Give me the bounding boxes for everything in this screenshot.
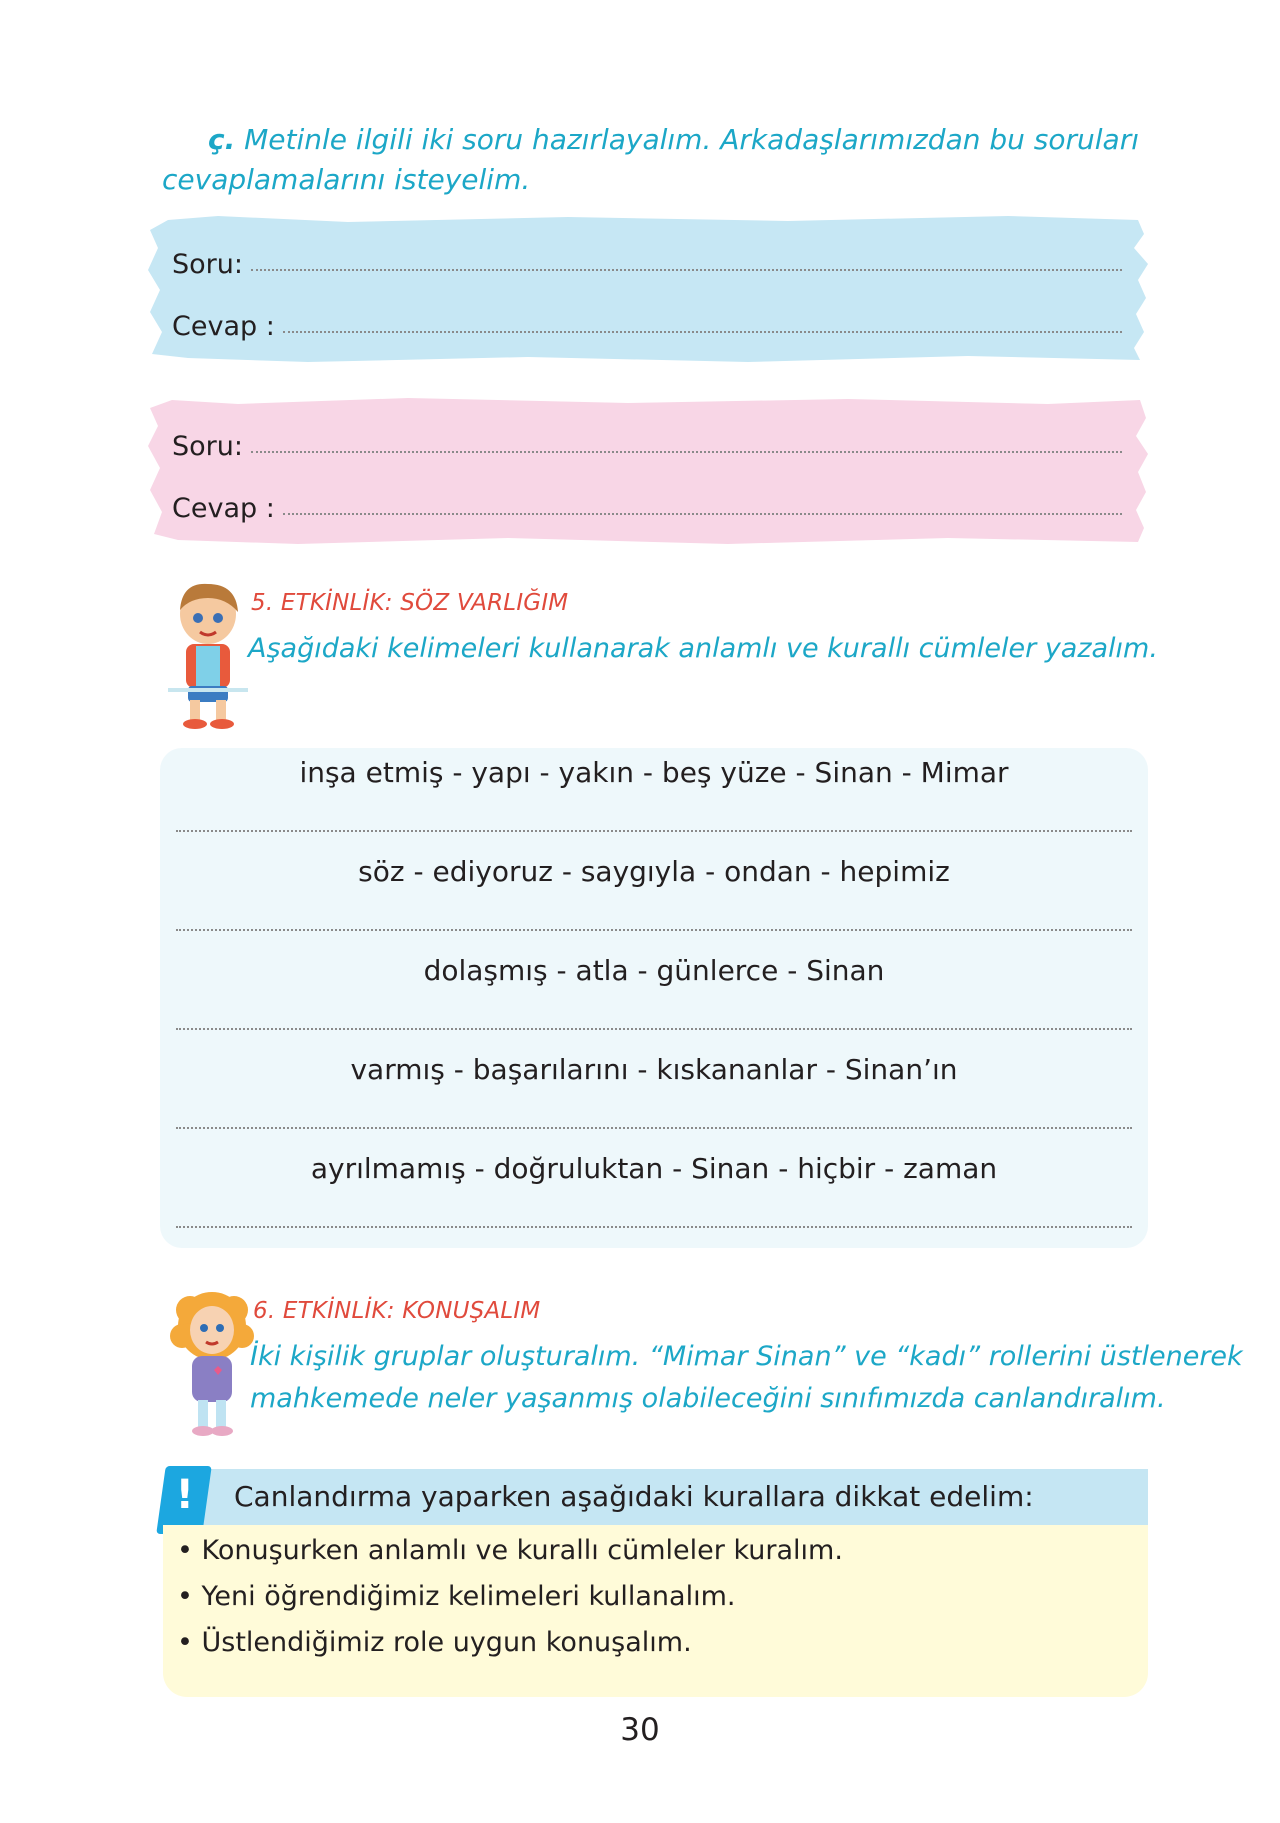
rules-list — [163, 1525, 1148, 1697]
intro-instruction — [162, 120, 1152, 200]
answer-band-pink — [148, 396, 1152, 546]
question-answer-line[interactable] — [251, 451, 1122, 453]
activity5-title: 5. ETKİNLİK: SÖZ VARLIĞIM — [251, 590, 569, 616]
answer-label: Cevap : — [172, 493, 275, 524]
rule-item: • Üstlendiğimiz role uygun konuşalım. — [177, 1627, 692, 1658]
question-row — [172, 240, 1122, 280]
sentence-line[interactable] — [176, 1127, 1132, 1129]
answer-row — [172, 302, 1122, 342]
girl-character-illustration — [170, 1290, 254, 1440]
exclamation-glyph: ! — [175, 1472, 194, 1518]
intro-text: Metinle ilgili iki soru hazırlayalım. Arkadaşlarımızdan bu soruları cevaplamalarını isteyelim. — [162, 123, 1139, 196]
sentence-line[interactable] — [176, 830, 1132, 832]
word-box — [160, 748, 1148, 1248]
question-row — [172, 422, 1122, 462]
answer-row — [172, 484, 1122, 524]
sentence-line[interactable] — [176, 929, 1132, 931]
activity6-title: 6. ETKİNLİK: KONUŞALIM — [253, 1298, 541, 1324]
rule-item: • Konuşurken anlamlı ve kurallı cümleler kuralım. — [177, 1535, 843, 1566]
question-answer-line[interactable] — [251, 269, 1122, 271]
word-list: ayrılmamış - doğruluktan - Sinan - hiçbir - zaman — [310, 1152, 998, 1185]
rule-item: • Yeni öğrendiğimiz kelimeleri kullanalım. — [177, 1581, 736, 1612]
activity6-instruction-line2: mahkemede neler yaşanmış olabileceğini sınıfımızda canlandıralım. — [250, 1383, 1166, 1414]
sentence-line[interactable] — [176, 1226, 1132, 1228]
activity6-instruction-line1: İki kişilik gruplar oluşturalım. “Mimar Sinan” ve “kadı” rollerini üstlenerek — [250, 1341, 1243, 1372]
item-letter: ç. — [208, 123, 236, 156]
answer-label: Cevap : — [172, 311, 275, 342]
page-number: 30 — [620, 1712, 660, 1748]
word-row — [176, 847, 1132, 946]
word-list: varmış - başarılarını - kıskananlar - Sinan’ın — [350, 1053, 958, 1086]
activity5-instruction: Aşağıdaki kelimeleri kullanarak anlamlı ve kurallı cümleler yazalım. — [248, 633, 1158, 664]
word-list: dolaşmış - atla - günlerce - Sinan — [423, 954, 885, 987]
exclamation-icon — [156, 1466, 212, 1534]
answer-band-blue — [148, 214, 1152, 364]
rules-heading: Canlandırma yaparken aşağıdaki kurallara dikkat edelim: — [234, 1480, 1034, 1513]
sentence-line[interactable] — [176, 1028, 1132, 1030]
word-row — [176, 748, 1132, 847]
word-row — [176, 1045, 1132, 1144]
word-row — [176, 946, 1132, 1045]
answer-line[interactable] — [283, 331, 1122, 333]
boy-character-illustration — [162, 580, 250, 730]
word-row — [176, 1144, 1132, 1243]
word-list: söz - ediyoruz - saygıyla - ondan - hepimiz — [358, 855, 950, 888]
question-label: Soru: — [172, 249, 243, 280]
rules-heading-bar — [172, 1469, 1148, 1525]
answer-line[interactable] — [283, 513, 1122, 515]
question-label: Soru: — [172, 431, 243, 462]
word-list: inşa etmiş - yapı - yakın - beş yüze - Sinan - Mimar — [299, 756, 1009, 789]
